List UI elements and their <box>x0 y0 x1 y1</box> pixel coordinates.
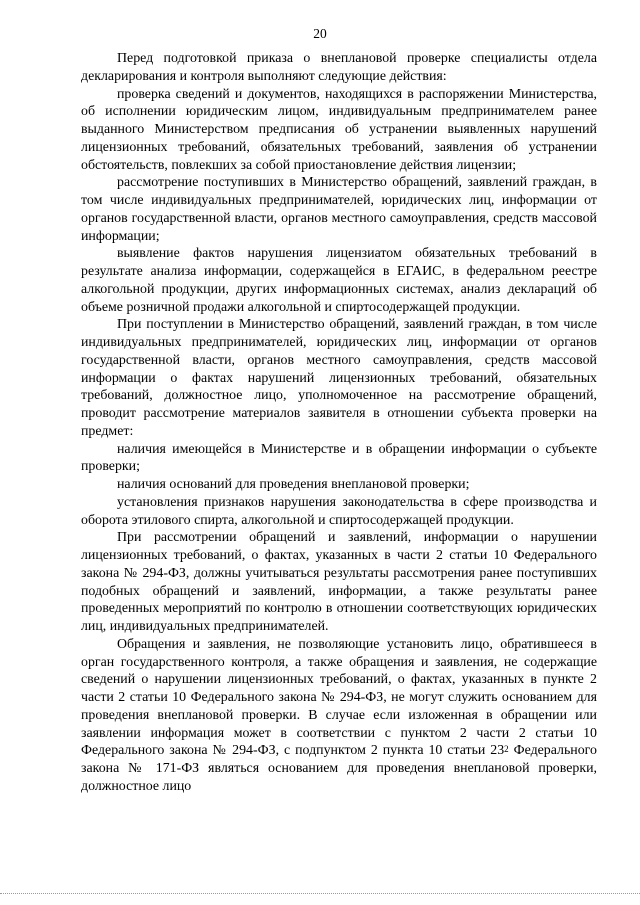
page-bottom-divider <box>0 893 640 894</box>
paragraph-info-presence: наличия имеющейся в Министерстве и в обращении информации о субъекте проверки; <box>81 441 597 475</box>
paragraph-violation-signs: установления признаков нарушения законодательства в сфере производства и оборота этилового спирта, алкогольной и спиртосодержащей продукции. <box>81 494 597 528</box>
paragraph-text-part-2: Федерального закона № 171-ФЗ являться основанием для проведения внеплановой проверки, должностное лицо <box>81 743 597 794</box>
paragraph-anonymous-appeals <box>81 636 597 796</box>
paragraph-grounds: наличия оснований для проведения внеплановой проверки; <box>117 477 470 492</box>
paragraph-text-part-1: Обращения и заявления, не позволяющие установить лицо, обратившееся в орган государственного контроля, а также обращения и заявления, не содержащие сведений о нарушении лицензионных требований, о фактах, указанных в пункте 2 части 2 статьи 10 Федерального закона № 294-ФЗ, не могут служить основанием для проведения внеплановой проверки. В случае если изложенная в обращении или заявлении информация может в соответствии с пунктом 2 части 2 статьи 10 Федерального закона № 294-ФЗ, с подпунктом 2 пункта 10 статьи 23 <box>81 636 597 759</box>
paragraph-egais-analysis: выявление фактов нарушения лицензиатом обязательных требований в результате анализа информации, содержащейся в ЕГАИС, в федеральном реестре алкогольной продукции, других информационных системах, анализ деклараций об объеме розничной продажи алкогольной и спиртосодержащей продукции. <box>81 246 597 315</box>
paragraph-review-appeals: рассмотрение поступивших в Министерство обращений, заявлений граждан, в том числе индивидуальных предпринимателей, юридических лиц, информации от органов государственной власти, органов местного самоуправления, средств массовой информации; <box>81 175 597 244</box>
paragraph-on-receipt: При поступлении в Министерство обращений, заявлений граждан, в том числе индивидуальных предпринимателей, юридических лиц, информации от органов государственной власти, органов местного самоуправления, средств массовой информации о фактах нарушений лицензионных требований, обязательных требований, должностное лицо, уполномоченное на рассмотрение обращений, проводит рассмотрение материалов заявителя в отношении субъекта проверки на предмет: <box>81 317 597 439</box>
paragraph-intro: Перед подготовкой приказа о внеплановой проверке специалисты отдела декларирования и контроля выполняют следующие действия: <box>81 51 597 84</box>
paragraph-consideration: При рассмотрении обращений и заявлений, информации о нарушении лицензионных требований, о фактах, указанных в части 2 статьи 10 Федерального закона № 294-ФЗ, должны учитываться результаты рассмотрения ранее поступивших подобных обращений и заявлений, информации, а также результаты ранее проведенных мероприятий по контролю в отношении соответствующих юридических лиц, индивидуальных предпринимателей. <box>81 530 597 634</box>
paragraph-check-documents: проверка сведений и документов, находящихся в распоряжении Министерства, об исполнении юридическим лицом, индивидуальным предпринимателем ранее выданного Министерством предписания об устранении выявленных нарушений лицензионных требований, обязательных требований, заявления об устранении обстоятельств, повлекших за собой приостановление действия лицензии; <box>81 86 597 173</box>
article-superscript: 2 <box>504 744 509 755</box>
document-body <box>81 50 597 796</box>
page-number: 20 <box>313 26 327 41</box>
